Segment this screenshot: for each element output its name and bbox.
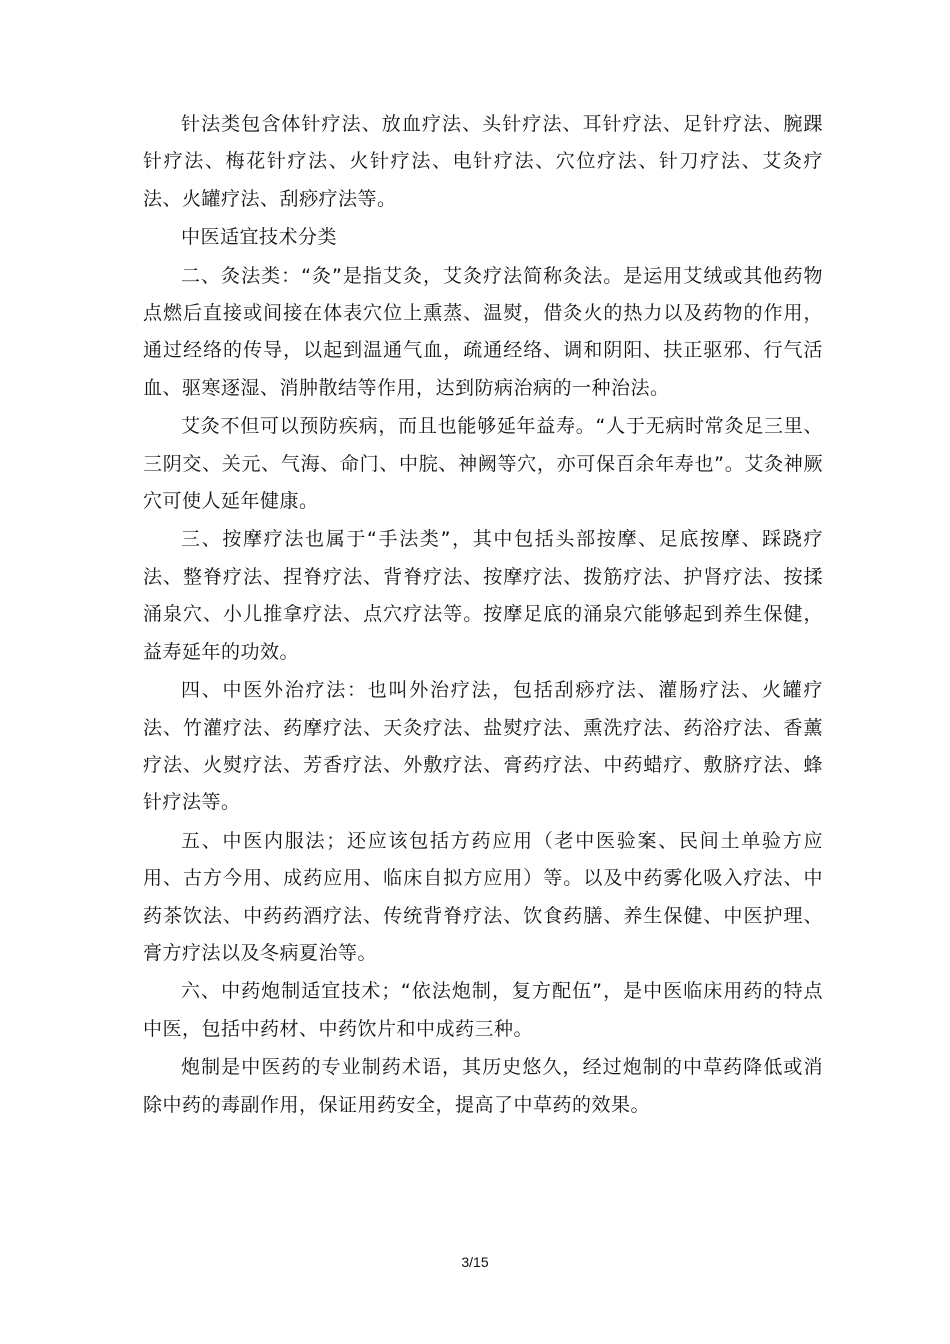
paragraph-internal-therapy: 五、中医内服法；还应该包括方药应用（老中医验案、民间土单验方应用、古方今用、成药应用、临床自拟方应用）等。以及中药雾化吸入疗法、中药茶饮法、中药药酒疗法、传统背脊疗法、饮食药膳、养生保健、中医护理、膏方疗法以及冬病夏治等。: [143, 829, 823, 964]
section-heading-tcm-techniques: 中医适宜技术分类: [181, 226, 338, 249]
page-number: 3/15: [461, 1254, 489, 1270]
paragraph-processing-definition: 炮制是中医药的专业制药术语，其历史悠久，经过炮制的中草药降低或消除中药的毒副作用，保证用药安全，提高了中草药的效果。: [143, 1056, 823, 1116]
paragraph-herb-processing: 六、中药炮制适宜技术；“依法炮制，复方配伍”，是中医临床用药的特点中医，包括中药材、中药饮片和中成药三种。: [143, 980, 823, 1040]
paragraph-acupuncture-methods: 针法类包含体针疗法、放血疗法、头针疗法、耳针疗法、足针疗法、腕踝针疗法、梅花针疗法、火针疗法、电针疗法、穴位疗法、针刀疗法、艾灸疗法、火罐疗法、刮痧疗法等。: [143, 113, 823, 210]
paragraph-external-therapy: 四、中医外治疗法：也叫外治疗法，包括刮痧疗法、灌肠疗法、火罐疗法、竹灌疗法、药摩疗法、天灸疗法、盐熨疗法、熏洗疗法、药浴疗法、香薰疗法、火熨疗法、芳香疗法、外敷疗法、膏药疗法、中药蜡疗、敷脐疗法、蜂针疗法等。: [143, 679, 823, 814]
paragraph-massage: 三、按摩疗法也属于“手法类”，其中包括头部按摩、足底按摩、踩跷疗法、整脊疗法、捏脊疗法、背脊疗法、按摩疗法、拨筋疗法、护肾疗法、按揉涌泉穴、小儿推拿疗法、点穴疗法等。按摩足底的涌泉穴能够起到养生保健，益寿延年的功效。: [143, 528, 823, 663]
document-body: [143, 106, 823, 1125]
paragraph-moxibustion: 二、灸法类：“灸”是指艾灸，艾灸疗法简称灸法。是运用艾绒或其他药物点燃后直接或间接在体表穴位上熏蒸、温熨，借灸火的热力以及药物的作用，通过经络的传导，以起到温通气血，疏通经络、调和阴阳、扶正驱邪、行气活血、驱寒逐湿、消肿散结等作用，达到防病治病的一种治法。: [143, 264, 823, 399]
paragraph-moxibustion-longevity: 艾灸不但可以预防疾病，而且也能够延年益寿。“人于无病时常灸足三里、三阴交、关元、气海、命门、中脘、神阙等穴，亦可保百余年寿也”。艾灸神厥穴可使人延年健康。: [143, 415, 823, 513]
